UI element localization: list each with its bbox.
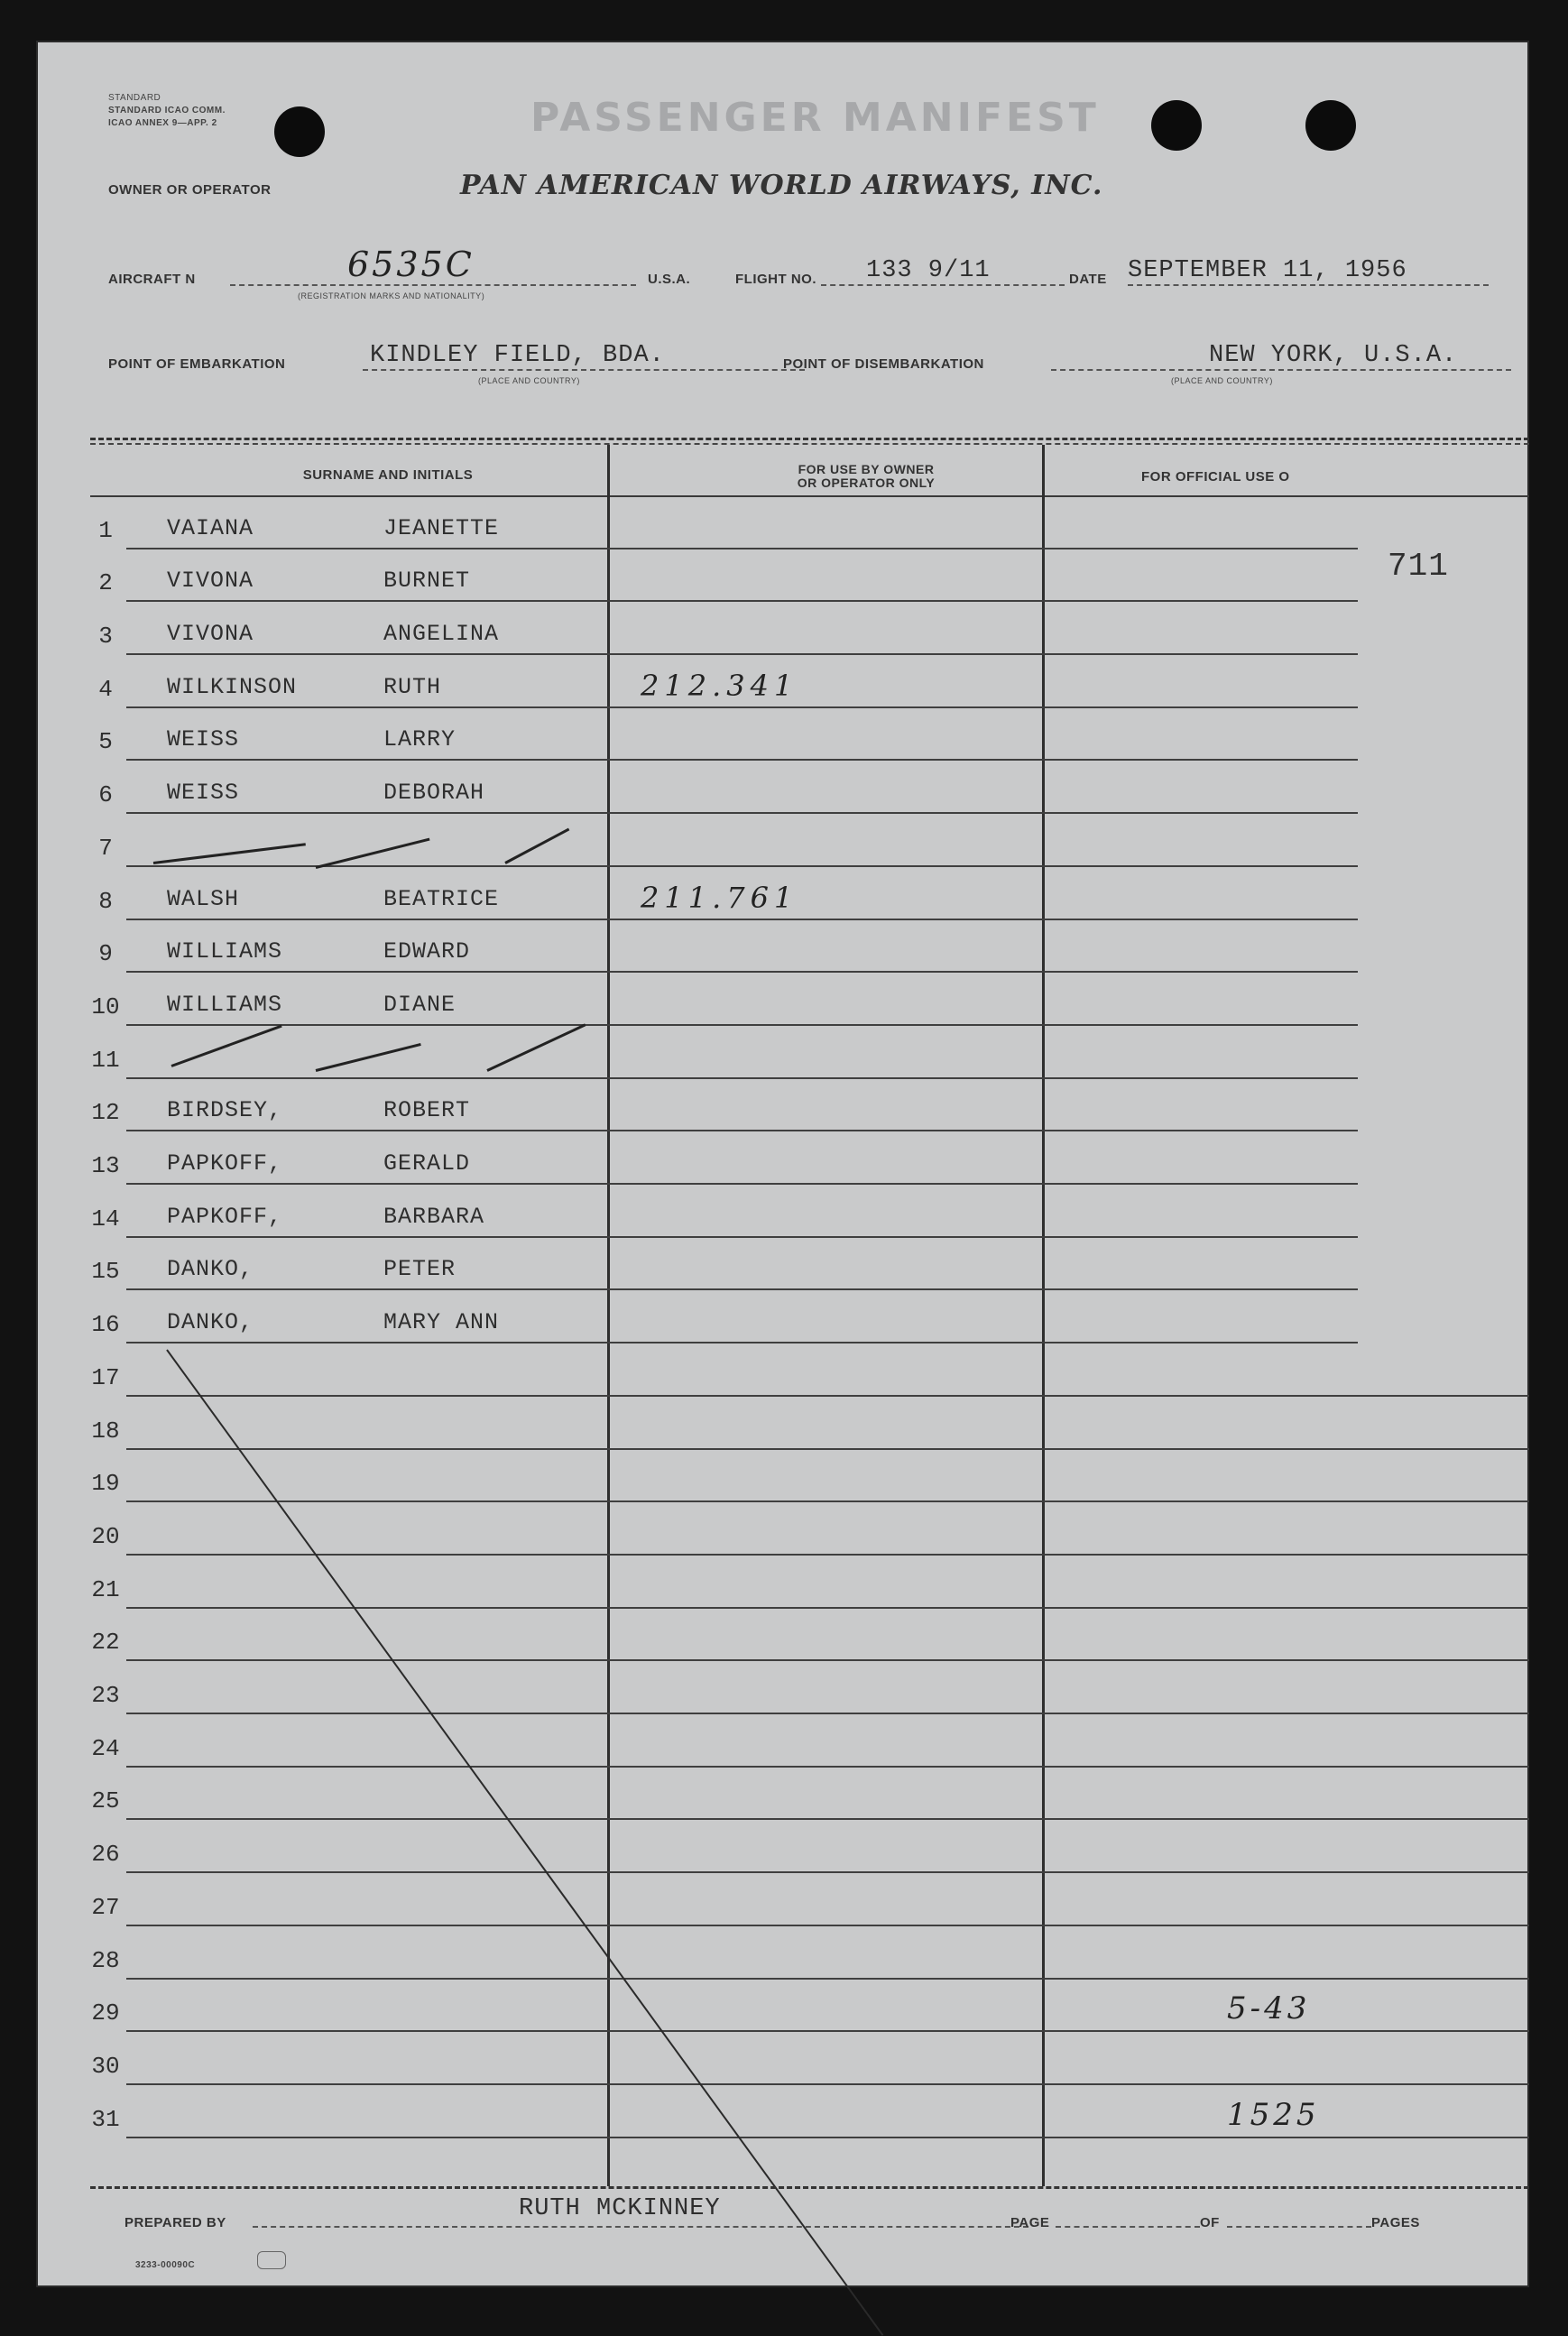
table-row bbox=[36, 1131, 1529, 1185]
col-owner-header-line2: OR OPERATOR ONLY bbox=[797, 476, 936, 490]
table-row bbox=[36, 1397, 1529, 1450]
passenger-given-name: LARRY bbox=[383, 726, 457, 753]
stamp-number: 711 bbox=[1388, 548, 1449, 585]
punch-hole-2 bbox=[1151, 100, 1202, 151]
prepared-value: RUTH MCKINNEY bbox=[519, 2195, 721, 2222]
row-number: 15 bbox=[91, 1258, 120, 1286]
passenger-given-name: ROBERT bbox=[383, 1097, 471, 1124]
row-number: 5 bbox=[98, 728, 113, 756]
passenger-surname: VIVONA bbox=[167, 568, 254, 595]
passenger-surname: WILLIAMS bbox=[167, 991, 283, 1018]
passenger-surname: WALSH bbox=[167, 885, 240, 912]
embark-sublabel: (PLACE AND COUNTRY) bbox=[478, 376, 580, 385]
disembark-label: POINT OF DISEMBARKATION bbox=[783, 356, 984, 372]
row-number: 6 bbox=[98, 781, 113, 809]
disembark-sublabel: (PLACE AND COUNTRY) bbox=[1171, 376, 1273, 385]
row-number: 12 bbox=[91, 1099, 120, 1127]
of-label: OF bbox=[1200, 2215, 1220, 2230]
row-number: 20 bbox=[91, 1522, 120, 1550]
table-row bbox=[36, 1768, 1529, 1821]
row-number: 1 bbox=[98, 516, 113, 544]
table-row bbox=[36, 1185, 1529, 1238]
flight-label: FLIGHT NO. bbox=[735, 272, 816, 287]
table-row bbox=[36, 602, 1529, 655]
col-owner-header-line1: FOR USE BY OWNER bbox=[798, 462, 935, 476]
table-row bbox=[36, 1502, 1529, 1556]
row-number: 3 bbox=[98, 623, 113, 651]
row-number: 9 bbox=[98, 940, 113, 968]
table-row bbox=[36, 814, 1529, 867]
table-row bbox=[36, 1556, 1529, 1609]
owner-value: PAN AMERICAN WORLD AIRWAYS, INC. bbox=[460, 170, 1103, 201]
row-number: 21 bbox=[91, 1575, 120, 1603]
usa-label: U.S.A. bbox=[648, 272, 691, 287]
row-number: 7 bbox=[98, 834, 113, 862]
table-row bbox=[36, 1609, 1529, 1662]
table-row bbox=[36, 549, 1529, 603]
passenger-given-name: RUTH bbox=[383, 673, 442, 700]
passenger-given-name: DIANE bbox=[383, 991, 457, 1018]
form-title: PASSENGER MANIFEST bbox=[530, 95, 1100, 141]
table-row bbox=[36, 1343, 1529, 1397]
row-number: 29 bbox=[91, 1999, 120, 2027]
row-rule bbox=[126, 2137, 1529, 2138]
regulation-line-1: STANDARD bbox=[108, 93, 161, 103]
table-row bbox=[36, 2032, 1529, 2085]
owner-label: OWNER OR OPERATOR bbox=[108, 182, 272, 198]
passenger-surname: BIRDSEY, bbox=[167, 1097, 283, 1124]
manifest-paper bbox=[36, 41, 1529, 2287]
table-row bbox=[36, 1079, 1529, 1132]
row-number: 14 bbox=[91, 1205, 120, 1233]
table-bottom-rule bbox=[90, 2186, 1529, 2189]
union-label-icon bbox=[257, 2251, 286, 2269]
passenger-given-name: GERALD bbox=[383, 1150, 471, 1177]
table-row bbox=[36, 973, 1529, 1026]
passenger-given-name: JEANETTE bbox=[383, 514, 500, 541]
table-row bbox=[36, 708, 1529, 762]
table-row bbox=[36, 1291, 1529, 1344]
flight-value: 133 9/11 bbox=[866, 257, 991, 284]
punch-hole-1 bbox=[274, 106, 325, 157]
table-row bbox=[36, 1873, 1529, 1926]
row-number: 27 bbox=[91, 1893, 120, 1921]
table-row bbox=[36, 2085, 1529, 2138]
table-row bbox=[36, 496, 1529, 549]
aircraft-value: 6535C bbox=[347, 245, 475, 284]
punch-hole-3 bbox=[1305, 100, 1356, 151]
passenger-surname: DANKO, bbox=[167, 1309, 254, 1336]
row-number: 25 bbox=[91, 1787, 120, 1815]
row-number: 18 bbox=[91, 1417, 120, 1445]
table-row bbox=[36, 920, 1529, 974]
passenger-surname: WEISS bbox=[167, 726, 240, 753]
date-value: SEPTEMBER 11, 1956 bbox=[1128, 257, 1407, 284]
form-number: 3233-00090C bbox=[135, 2260, 196, 2270]
passenger-surname: WILKINSON bbox=[167, 673, 298, 700]
table-row bbox=[36, 1926, 1529, 1980]
table-row bbox=[36, 655, 1529, 708]
page-label: PAGE bbox=[1010, 2215, 1050, 2230]
row-number: 8 bbox=[98, 887, 113, 915]
regulation-line-3: ICAO ANNEX 9—APP. 2 bbox=[108, 118, 217, 128]
official-note: 5-43 bbox=[1227, 1990, 1311, 2027]
passenger-given-name: ANGELINA bbox=[383, 621, 500, 648]
passenger-given-name: MARY ANN bbox=[383, 1309, 500, 1336]
embark-label: POINT OF EMBARKATION bbox=[108, 356, 286, 372]
row-number: 24 bbox=[91, 1734, 120, 1762]
owner-note: 211.761 bbox=[641, 880, 798, 915]
row-number: 26 bbox=[91, 1841, 120, 1869]
passenger-given-name: BARBARA bbox=[383, 1203, 485, 1230]
passenger-given-name: BEATRICE bbox=[383, 885, 500, 912]
row-number: 23 bbox=[91, 1682, 120, 1710]
table-row bbox=[36, 1661, 1529, 1714]
passenger-given-name: EDWARD bbox=[383, 938, 471, 965]
row-number: 2 bbox=[98, 569, 113, 597]
aircraft-label: AIRCRAFT N bbox=[108, 272, 196, 287]
passenger-surname: VIVONA bbox=[167, 621, 254, 648]
passenger-surname: WEISS bbox=[167, 780, 240, 807]
aircraft-sublabel: (REGISTRATION MARKS AND NATIONALITY) bbox=[298, 291, 485, 300]
col-surname-header: SURNAME AND INITIALS bbox=[302, 467, 474, 483]
row-number: 31 bbox=[91, 2105, 120, 2133]
table-row bbox=[36, 1714, 1529, 1768]
passenger-surname: PAPKOFF, bbox=[167, 1150, 283, 1177]
embark-value: KINDLEY FIELD, BDA. bbox=[370, 342, 665, 369]
row-number: 13 bbox=[91, 1152, 120, 1180]
col-official-header: FOR OFFICIAL USE O bbox=[1141, 469, 1290, 485]
prepared-label: PREPARED BY bbox=[125, 2215, 226, 2230]
row-number: 28 bbox=[91, 1946, 120, 1974]
disembark-value: NEW YORK, U.S.A. bbox=[1209, 342, 1458, 369]
table-row bbox=[36, 1980, 1529, 2033]
table-top-rule bbox=[90, 438, 1529, 440]
row-number: 22 bbox=[91, 1629, 120, 1657]
row-number: 30 bbox=[91, 2052, 120, 2080]
pages-label: PAGES bbox=[1371, 2215, 1420, 2230]
passenger-surname: WILLIAMS bbox=[167, 938, 283, 965]
row-number: 11 bbox=[91, 1046, 120, 1074]
table-row bbox=[36, 1238, 1529, 1291]
passenger-surname: VAIANA bbox=[167, 514, 254, 541]
passenger-given-name: DEBORAH bbox=[383, 780, 485, 807]
owner-note: 212.341 bbox=[641, 668, 798, 703]
official-note: 1525 bbox=[1227, 2096, 1320, 2133]
date-label: DATE bbox=[1069, 272, 1107, 287]
table-row bbox=[36, 1821, 1529, 1874]
row-number: 17 bbox=[91, 1363, 120, 1391]
table-row bbox=[36, 867, 1529, 920]
regulation-line-2: STANDARD ICAO COMM. bbox=[108, 106, 226, 115]
passenger-surname: PAPKOFF, bbox=[167, 1203, 283, 1230]
row-number: 16 bbox=[91, 1311, 120, 1339]
passenger-surname: DANKO, bbox=[167, 1256, 254, 1283]
passenger-given-name: BURNET bbox=[383, 568, 471, 595]
passenger-given-name: PETER bbox=[383, 1256, 457, 1283]
row-number: 10 bbox=[91, 993, 120, 1020]
table-row bbox=[36, 762, 1529, 815]
row-number: 4 bbox=[98, 675, 113, 703]
row-number: 19 bbox=[91, 1470, 120, 1498]
